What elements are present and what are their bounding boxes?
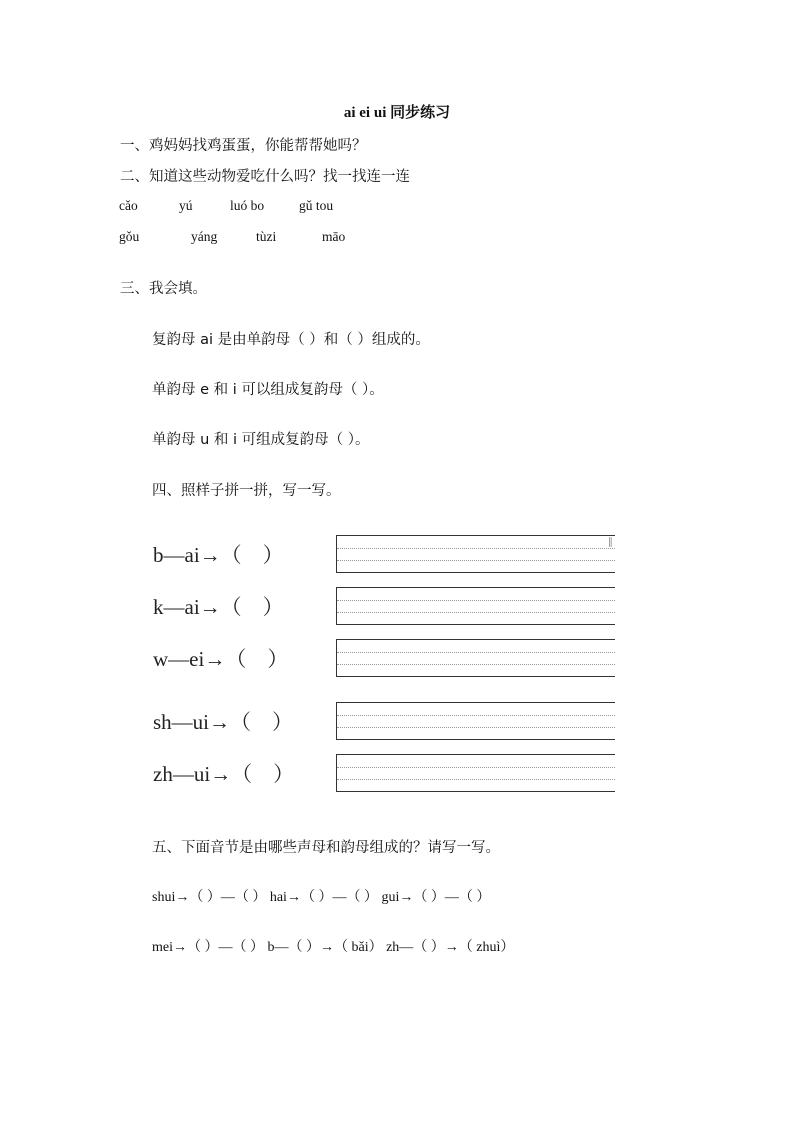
writing-box[interactable]: [336, 639, 615, 677]
writing-box[interactable]: [336, 535, 615, 573]
fill-line: 复韵母 ai 是由单韵母（ ）和（ ）组成的。: [152, 332, 430, 348]
practice-label: sh—ui→（ ）: [153, 710, 294, 734]
section-2-heading: 二、知道这些动物爱吃什么吗？找一找连一连: [120, 169, 410, 185]
page-title: ai ei ui 同步练习: [343, 105, 451, 121]
pinyin-item: luó bo: [230, 198, 265, 213]
writing-box[interactable]: [336, 702, 615, 740]
decompose-line: mei→（ ）—（ ） b—（ ）→（ bǎi） zh—（ ）→（ zhuì）: [152, 940, 515, 955]
practice-label: b—ai→（ ）: [153, 543, 284, 567]
practice-label: k—ai→（ ）: [153, 595, 284, 619]
section-4-heading: 四、照样子拼一拼，写一写。: [152, 483, 341, 499]
pinyin-item: cǎo: [119, 198, 138, 213]
practice-label: zh—ui→（ ）: [153, 762, 295, 786]
fill-line: 单韵母 u 和 i 可组成复韵母（ ）。: [152, 432, 370, 448]
section-5-heading: 五、下面音节是由哪些声母和韵母组成的？请写一写。: [152, 840, 500, 856]
writing-box[interactable]: [336, 587, 615, 625]
pinyin-item: māo: [322, 229, 346, 244]
pinyin-item: yáng: [191, 229, 218, 244]
practice-label: w—ei→（ ）: [153, 647, 289, 671]
pinyin-item: tùzi: [256, 229, 277, 244]
section-3-heading: 三、我会填。: [120, 281, 207, 297]
writing-box[interactable]: [336, 754, 615, 792]
pinyin-item: yú: [179, 198, 193, 213]
fill-line: 单韵母 e 和 i 可以组成复韵母（ ）。: [152, 382, 384, 398]
decompose-line: shui→（ ）—（ ） hai→（ ）—（ ） gui→（ ）—（ ）: [152, 890, 491, 905]
section-1-heading: 一、鸡妈妈找鸡蛋蛋，你能帮帮她吗？: [120, 138, 367, 154]
pinyin-item: gǔ tou: [299, 198, 334, 213]
pencil-icon: ∥: [608, 537, 613, 548]
pinyin-item: gǒu: [119, 229, 140, 244]
